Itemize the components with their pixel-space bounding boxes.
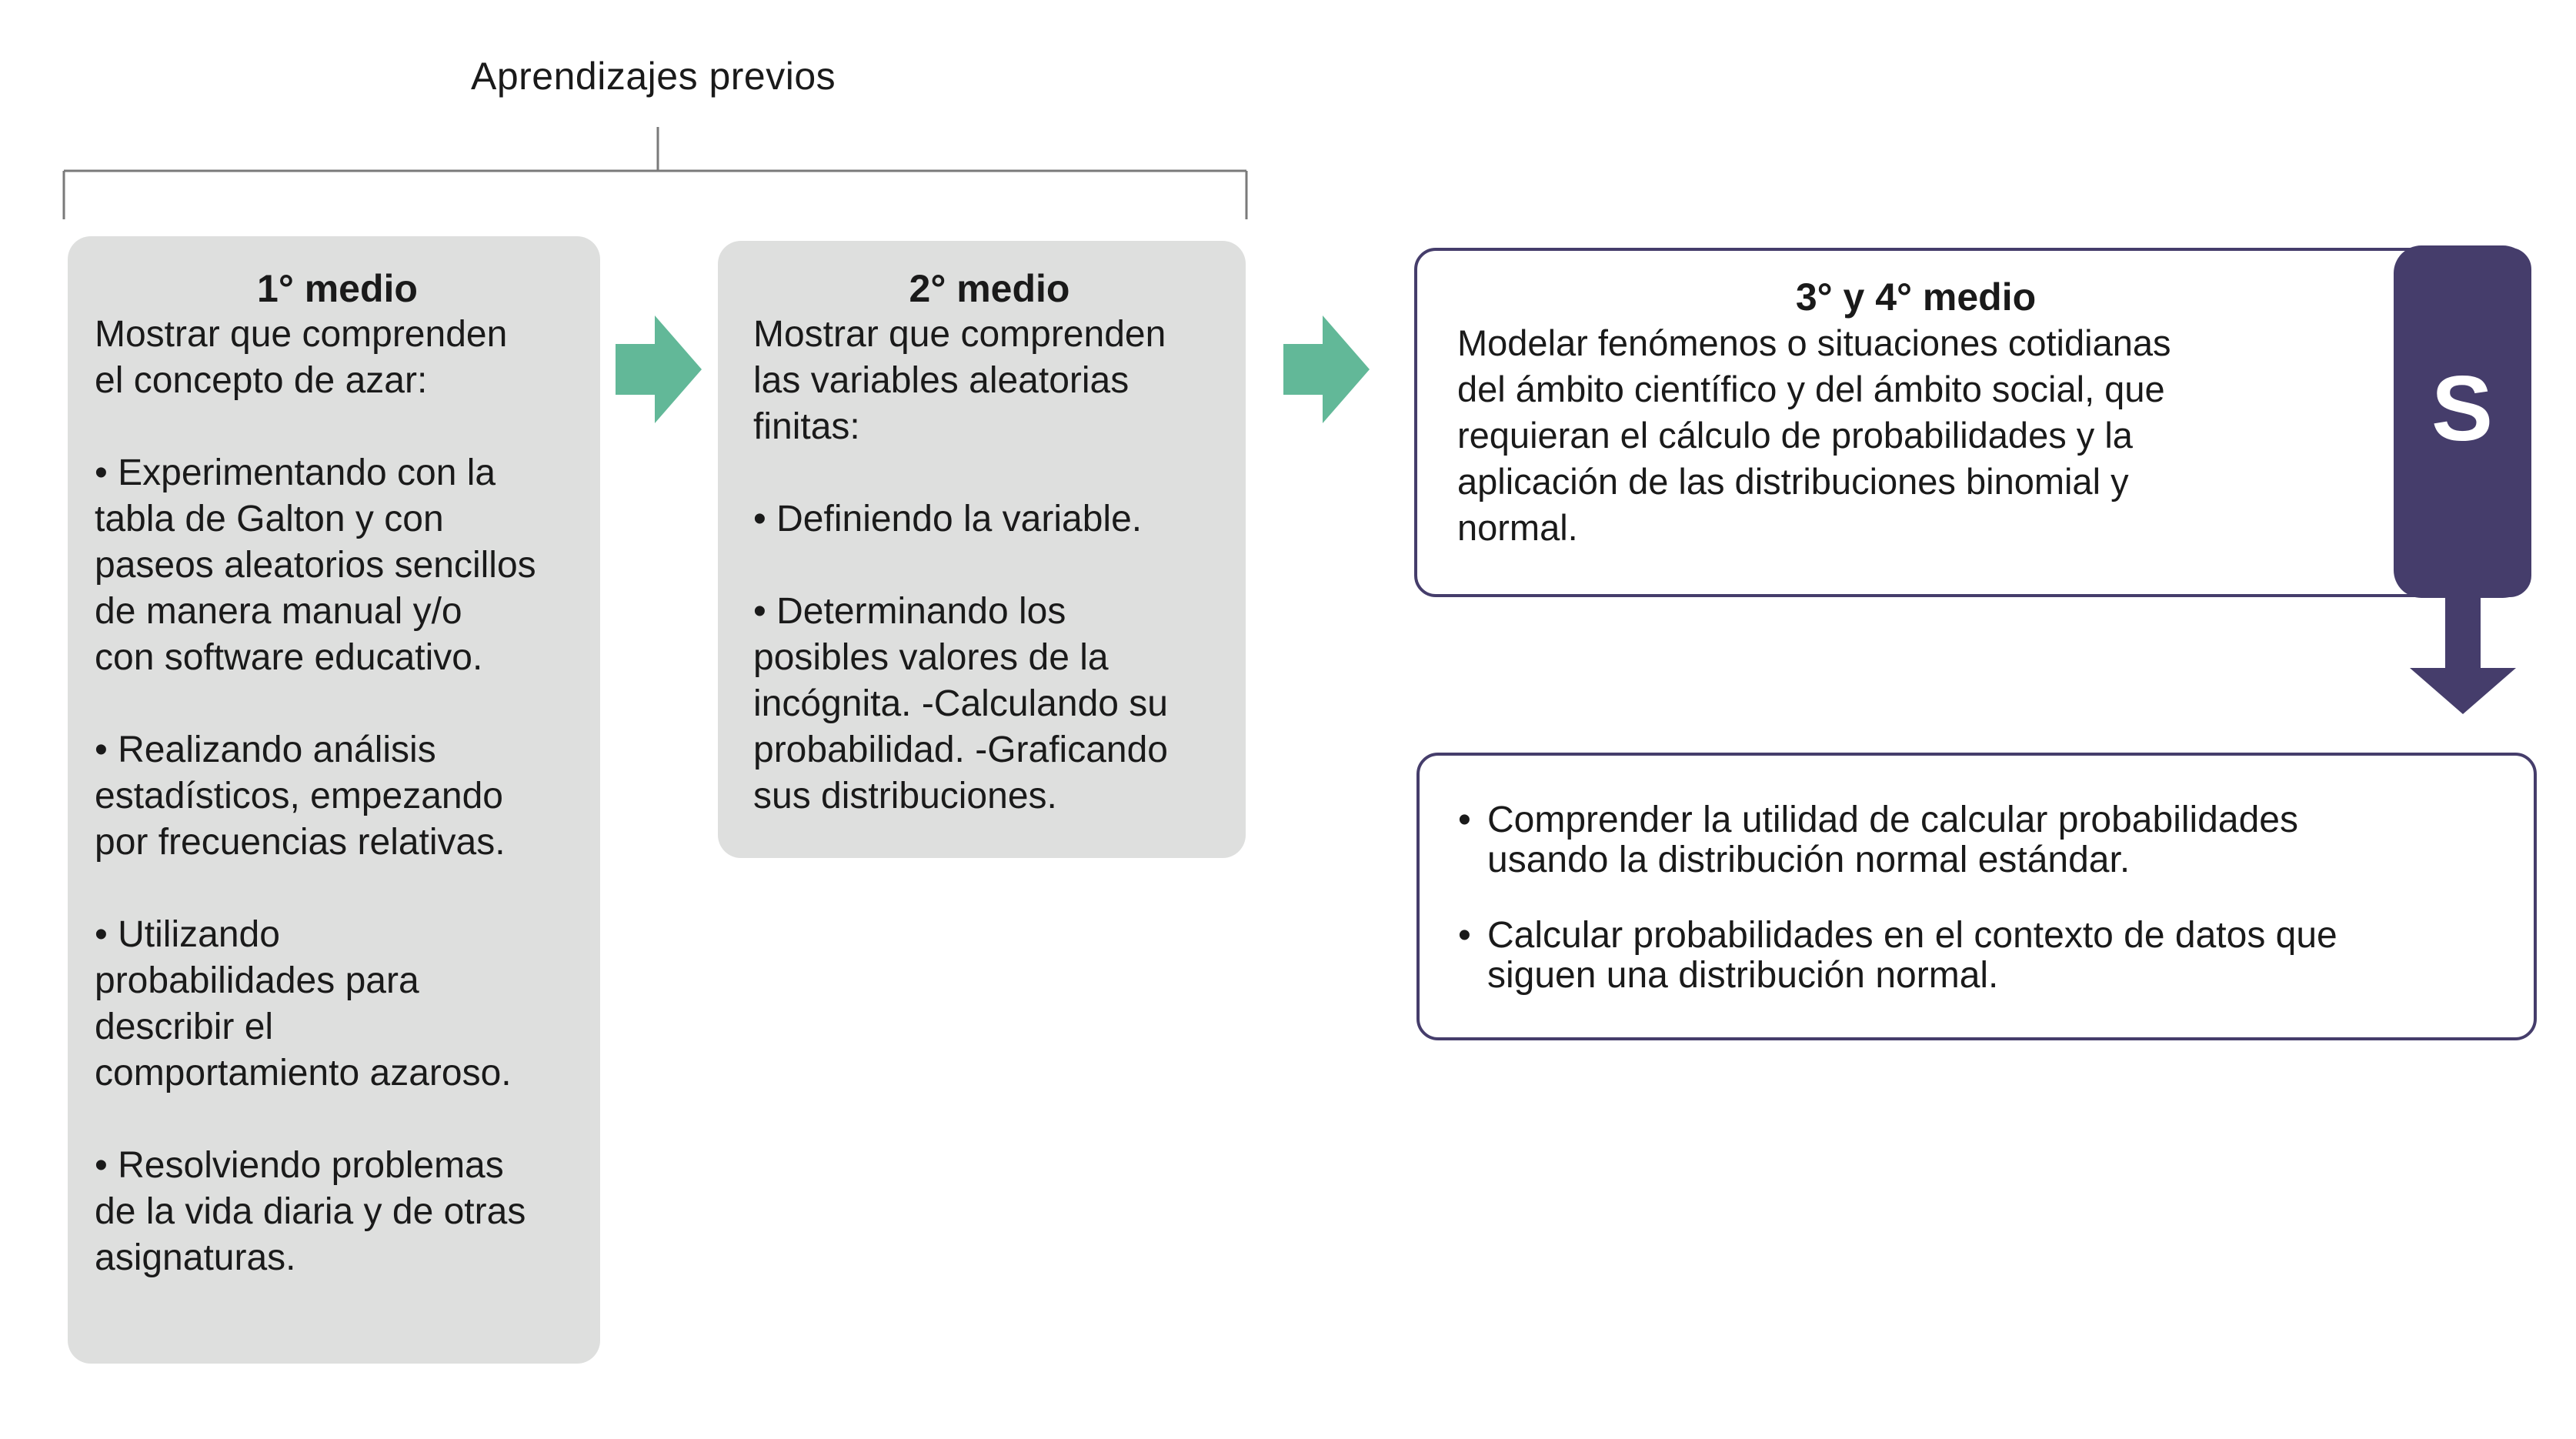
card-segundo-medio bbox=[718, 241, 1246, 858]
card-objetivos bbox=[1416, 753, 2537, 1040]
card-tercero-cuarto-medio bbox=[1414, 248, 2531, 597]
bullet-text-2: Calcular probabilidades en el contexto de datos que siguen una distribución normal. bbox=[1487, 915, 2337, 996]
s-tab-badge: S bbox=[2394, 245, 2531, 598]
arrow-right-icon bbox=[616, 316, 702, 423]
card-1-title: 1° medio bbox=[257, 267, 418, 310]
card-2-body: Mostrar que comprenden las variables aleatorias finitas: • Definiendo la variable. • Determinando los posibles valores de la incógnita. -Calculando su probabilidad. -Graficando sus distribuciones. bbox=[753, 314, 1168, 816]
card-3-title: 3° y 4° medio bbox=[1795, 275, 2037, 319]
bracket-line bbox=[64, 127, 1246, 219]
bullet-icon: • bbox=[1458, 800, 1471, 840]
card-3-body: Modelar fenómenos o situaciones cotidianas del ámbito científico y del ámbito social, que requieran el cálculo de probabilidades y la aplicación de las distribuciones binomial y normal. bbox=[1457, 322, 2171, 548]
bullet-text-1: Comprender la utilidad de calcular probabilidades usando la distribución normal estándar. bbox=[1487, 800, 2298, 880]
arrow-right-icon-2 bbox=[1283, 316, 1370, 423]
list-item bbox=[1458, 916, 2488, 996]
arrow-down-icon bbox=[2410, 593, 2516, 714]
header-title: Aprendizajes previos bbox=[471, 55, 836, 98]
bullet-icon: • bbox=[1458, 915, 1471, 956]
card-primero-medio bbox=[68, 236, 600, 1364]
card-2-title: 2° medio bbox=[909, 267, 1070, 310]
list-item bbox=[1458, 800, 2488, 880]
card-1-body: Mostrar que comprenden el concepto de azar: • Experimentando con la tabla de Galton y con paseos aleatorios sencillos de manera manual y/o con software educativo. • Realizando análisis estadísticos, empezando por frecuencias relativas. • Utilizando probabilidades para describir el comportamiento azaroso. • Resolviendo problemas de la vida diaria y de otras asignaturas. bbox=[95, 314, 536, 1278]
